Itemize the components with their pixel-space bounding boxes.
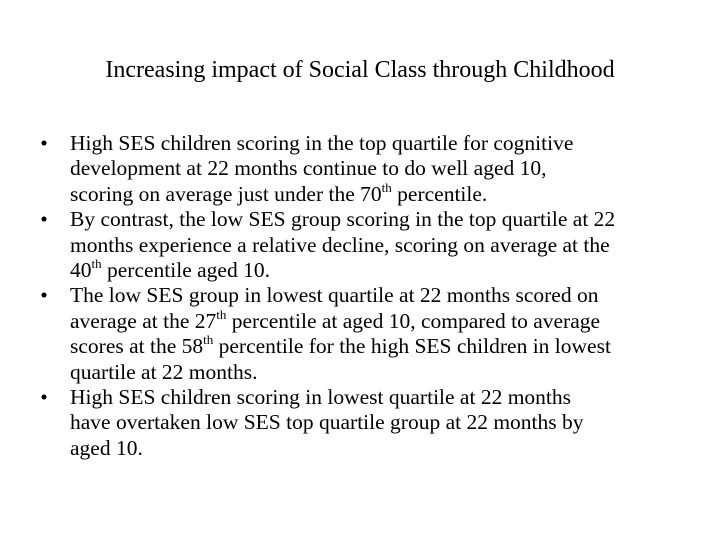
bullet-icon: •	[40, 207, 48, 232]
bullet-line: quartile at 22 months.	[70, 359, 258, 384]
bullet-line: average at the 27th percentile at aged 10, compared to average	[70, 306, 601, 333]
slide-title: Increasing impact of Social Class through Childhood	[105, 57, 615, 83]
bullet-line: High SES children scoring in the top quartile for cognitive	[70, 131, 574, 155]
bullet-line: months experience a relative decline, scoring on average at the	[70, 232, 610, 257]
bullet-item-1	[34, 131, 694, 207]
ordinal-suffix: th	[216, 306, 227, 322]
bullet-line: have overtaken low SES top quartile group at 22 months by	[70, 410, 584, 435]
bullet-item-2	[34, 207, 694, 283]
ordinal-suffix: th	[91, 255, 102, 271]
bullet-line: scoring on average just under the 70th percentile.	[70, 179, 488, 206]
bullet-icon: •	[40, 385, 48, 410]
bullet-line: scores at the 58th percentile for the high SES children in lowest	[70, 332, 611, 359]
bullet-line: High SES children scoring in lowest quartile at 22 months	[70, 385, 572, 410]
bullet-line: aged 10.	[70, 435, 143, 460]
bullet-item-4	[34, 385, 694, 461]
bullet-icon: •	[40, 131, 48, 155]
bullet-line: 40th percentile aged 10.	[70, 255, 270, 283]
ordinal-suffix: th	[381, 179, 392, 195]
ordinal-suffix: th	[203, 332, 214, 348]
bullet-line: development at 22 months continue to do well aged 10,	[70, 156, 547, 181]
bullet-line: The low SES group in lowest quartile at 22 months scored on	[70, 283, 599, 308]
bullet-list	[34, 131, 694, 461]
bullet-item-3	[34, 283, 694, 385]
bullet-icon: •	[40, 283, 48, 308]
bullet-line: By contrast, the low SES group scoring in the top quartile at 22	[70, 207, 616, 232]
